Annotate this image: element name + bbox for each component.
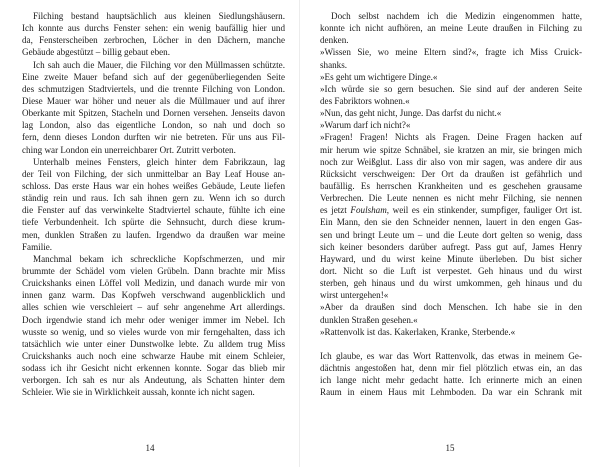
text-line: »Es geht um wichtigere Dinge.« xyxy=(320,71,438,82)
text-line: alles schien wie verschleiert – auf sehr angenehme Art allerdings. xyxy=(22,302,285,313)
text-line: Ich sah auch die Mauer, die Filching vor den Müllmassen schützte. xyxy=(33,59,285,70)
text-line: Gebäude abgestützt – billig gebaut eben. xyxy=(22,47,170,58)
text-line: »Wissen Sie, wo meine Eltern sind?«, fragte ich Miss Cruick- xyxy=(320,47,582,58)
text-line: Rücksicht verschweigen: Der Ort da draußen ist gefährlich und xyxy=(320,168,582,179)
text-line: sterben, geh hinaus und du wirst umkommen, geh hinaus und du xyxy=(320,278,582,289)
text-line: des Fabriktors wohnen.« xyxy=(320,95,410,106)
text-line: »Ich würde sie so gern besuchen. Sie sind auf der anderen Seite xyxy=(320,83,582,94)
text-line: Ein Mann, den sie den Schneider nennen, lauert in den engen Gas- xyxy=(320,217,582,228)
text-line: Diese Mauer war höher und neuer als die Müllmauer und auf ihrer xyxy=(22,95,285,106)
text-line: ich lange nicht mehr gedacht hatte. Ich erinnerte mich an einen xyxy=(320,375,582,386)
text-line: innen ganz warm. Das Kopfweh verschwand augenblicklich und xyxy=(22,290,285,301)
text-line: mir herum wie spitze Schnäbel, sie kratzen an mir, sie bringen mich xyxy=(320,144,582,155)
text-line: »Fragen! Fragen! Nichts als Fragen. Deine Fragen hacken auf xyxy=(320,132,582,143)
text-line: lag London, also das eigentliche London, so nah und doch so xyxy=(22,120,285,131)
text-line: Cruickshanks einen Löffel voll Medizin, und danach wurde mir von xyxy=(22,278,285,289)
text-line: ching war London ein unerreichbarer Ort. Zutritt verboten. xyxy=(22,144,236,155)
text-line: Ich glaube, es war das Wort Rattenvolk, das etwas in meinem Ge- xyxy=(320,350,582,361)
right-page xyxy=(300,0,600,467)
text-line: wusste so wenig, und so vieles wurde von mir ferngehalten, dass ich xyxy=(22,326,285,337)
text-line: da, Fensterscheiben zerbrochen, Löcher in den Dächern, manche xyxy=(22,35,285,46)
text-line: Familie. xyxy=(22,241,53,252)
page-number-right: 15 xyxy=(445,443,455,453)
text-line: Unterhalb meines Fensters, gleich hinter dem Fabrikzaun, lag xyxy=(33,156,285,167)
left-page-text xyxy=(22,10,285,399)
section-break xyxy=(320,338,582,350)
text-line: wirst untergehen!« xyxy=(320,290,389,301)
text-line: Doch selbst nachdem ich die Medizin eingenommen hatte, xyxy=(331,11,582,21)
text-line: der Teil von Filching, der sich unmittelbar an Bay Leaf House an- xyxy=(22,168,285,179)
text-line: Cruickshanks auch noch eine schwarze Haube mit einem Schleier, xyxy=(22,350,285,361)
text-line: Manchmal bekam ich schreckliche Kopfschmerzen, und mir xyxy=(33,253,285,264)
text-line: shanks. xyxy=(320,59,348,70)
text-line: tiefe Verbundenheit. Ich spürte die Sehnsucht, durch diese krum- xyxy=(22,217,285,228)
text-line: dort. Nicht so die Luft ist verpestet. Geh hinaus und du wirst xyxy=(320,265,582,276)
text-line: Oberkante mit Spitzen, Stacheln und Dornen versehen. Jenseits davon xyxy=(22,108,285,119)
text-line: sen und bringt Leute um – und die Leute dort gelten so wenig, dass xyxy=(320,229,582,240)
text-line: Raum in einem Haus mit Lehmboden. Da war ein Schrank mit xyxy=(320,387,582,398)
text-line: baufällig. Es herrschen Krankheiten und es geschehen grausame xyxy=(320,180,582,191)
text-line: die Fenster auf das verwinkelte Stadtviertel schaute, fühlte ich eine xyxy=(22,205,285,216)
text-line: »Aber da draußen sind doch Menschen. Ich habe sie in den xyxy=(320,302,582,313)
text-line: konnte ich nicht aufhören, an meine Leute draußen in Filching zu xyxy=(320,23,582,34)
text-line: Ich konnte aus durchs Fenster sehen: ein wenig baufällig hier und xyxy=(22,23,285,34)
text-line: verborgen. Ich sah es nur als Andeutung, als Schatten hinter dem xyxy=(22,375,285,386)
text-line: dächtnis angestoßen hat, denn mir fiel plötzlich etwas ein, an das xyxy=(320,363,582,374)
text-line: Hayward, und du wirst keine Minute überleben. Du bist sicher xyxy=(320,253,582,264)
text-line: dunklen Straßen gesehen.« xyxy=(320,314,418,325)
text-line: Doch irgendwie stand ich mehr oder weniger immer im Nebel. Ich xyxy=(22,314,285,325)
page-number-left: 14 xyxy=(145,443,155,453)
text-line: noch zur Weißglut. Lass dir also von mir sagen, was andere dir aus xyxy=(320,156,582,167)
text-line: brummte der Schädel vom vielen Grübeln. Dann brachte mir Miss xyxy=(22,265,285,276)
text-line: es jetzt Foulsham, weil es ein stinkender, sumpfiger, fauliger Ort ist. xyxy=(320,205,582,216)
text-line: ständig rein und raus. Ich sah ihnen gern zu. Wenn ich so durch xyxy=(22,193,285,204)
text-line: des schmutzigen Stadtviertels, und die trennte Filching von London. xyxy=(22,83,285,94)
text-line: Verbrechen. Die Leute nennen es nicht mehr Filching, sie nennen xyxy=(320,193,582,204)
text-line: Schleier. Wie sie in Wirklichkeit aussah, konnte ich nicht sagen. xyxy=(22,387,255,398)
text-line: »Nun, das geht nicht, Junge. Das darfst du nicht.« xyxy=(320,108,502,119)
text-line: denken. xyxy=(320,35,349,46)
text-line: »Rattenvolk ist das. Kakerlaken, Kranke, Sterbende.« xyxy=(320,326,516,337)
text-line: »Warum darf ich nicht?« xyxy=(320,120,411,131)
text-line: Filching bestand hauptsächlich aus kleinen Siedlungshäusern. xyxy=(33,11,285,21)
text-line: sodass ich ihr Gesicht nicht erkennen konnte. Sogar das blieb mir xyxy=(22,363,285,374)
text-line: men, dunklen Straßen zu laufen. Irgendwo da draußen war meine xyxy=(22,229,285,240)
right-page-text xyxy=(320,10,582,399)
text-line: schloss. Das erste Haus war ein hohes weißes Gebäude, Leute liefen xyxy=(22,180,285,191)
text-line: tatsächlich wie unter einer Dunstwolke lebte. Zu alldem trug Miss xyxy=(22,338,285,349)
text-line: fern, denn dieses London durften wir nie betreten. Für uns aus Fil- xyxy=(22,132,285,143)
text-line: sich keiner besonders darüber aufregt. Pass gut auf, James Henry xyxy=(320,241,582,252)
text-line: Eine zweite Mauer befand sich auf der gegenüberliegenden Seite xyxy=(22,71,285,82)
